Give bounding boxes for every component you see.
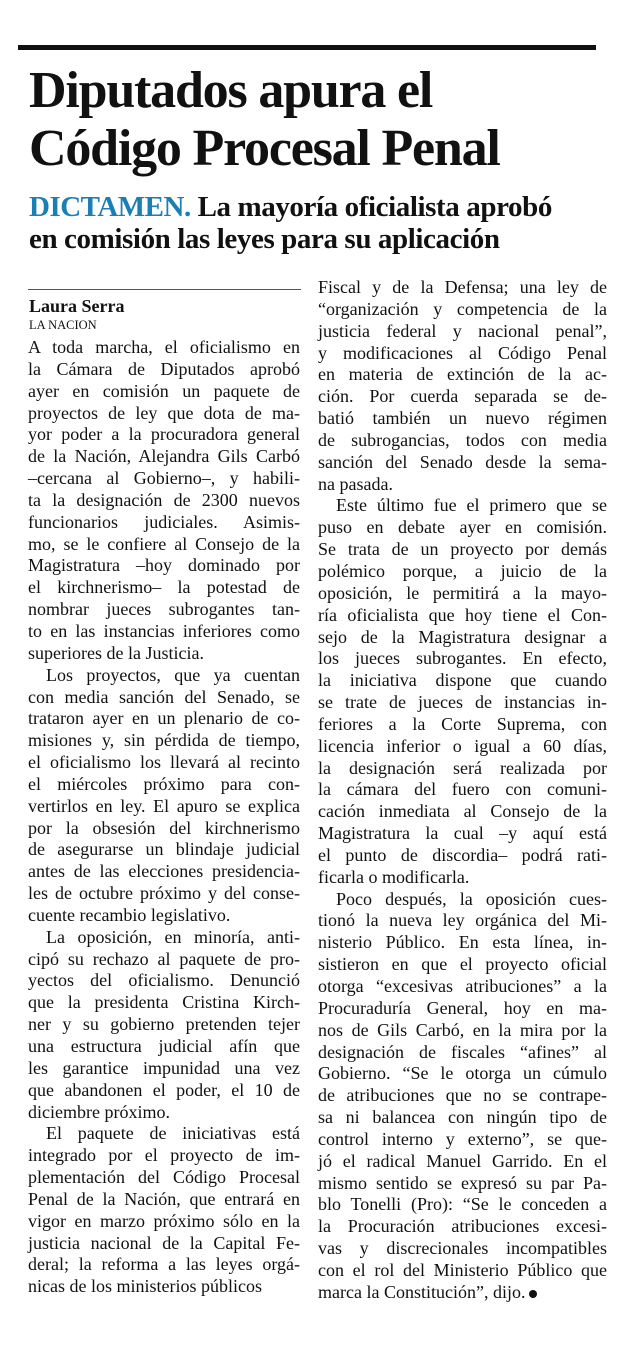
text-line: Penal de la Nación, que entrará en [28, 1188, 300, 1209]
text-line: A toda marcha, el oficialismo en [28, 337, 300, 357]
text-line: La oposición, en minoría, anti- [46, 926, 300, 947]
article-paragraph [28, 665, 300, 927]
text-line: oposición, le permitirá a la mayo- [318, 582, 607, 603]
text-line: batió también un nuevo régimen [318, 408, 607, 429]
text-line: funcionarios judiciales. Asimis- [28, 511, 300, 532]
text-line: licencia inferior o igual a 60 días, [318, 735, 607, 756]
text-line: Este último fue el primero que se [336, 495, 607, 516]
headline-line: Diputados apura el [29, 62, 433, 119]
article-paragraph [318, 889, 607, 1304]
text-line: Magistratura –hoy dominado por [28, 555, 300, 576]
article-paragraph [28, 1123, 300, 1298]
text-line: mismo sentido se expresó su par Pa- [318, 1172, 607, 1193]
text-line: Los proyectos, que ya cuentan [46, 664, 300, 685]
text-line: nos de Gils Carbó, en la mira por la [318, 1019, 607, 1040]
text-line: una estructura judicial afín que [28, 1036, 300, 1056]
byline-outlet: LA NACION [29, 318, 97, 332]
dek-line: en comisión las leyes para su aplicación [29, 223, 500, 255]
text-line: el miércoles próximo para con- [28, 773, 300, 794]
text-line: se trate de jueces de instancias in- [318, 692, 607, 713]
text-line: vertirlos en ley. El apuro se explica [28, 795, 300, 816]
text-line: ría oficialista que hoy tiene el Con- [318, 604, 607, 625]
text-line: el oficialismo los llevará al recinto [28, 752, 300, 773]
dek-text: La mayoría oficialista aprobó [190, 191, 552, 223]
text-line: el punto de discordia– podrá rati- [318, 844, 607, 865]
text-line: de subrogancias, todos con media [318, 429, 607, 450]
text-line: blo Tonelli (Pro): “Se le conceden a [318, 1194, 607, 1215]
text-line: que la presidenta Cristina Kirch- [28, 992, 300, 1013]
text-line: diciembre próximo. [28, 1101, 170, 1122]
text-line: proyectos de ley que dota de ma- [28, 402, 300, 423]
text-line: jó el radical Manuel Garrido. En el [318, 1150, 607, 1171]
text-line: la iniciativa dispone que cuando [318, 670, 607, 691]
text-line: mo, se le confiere al Consejo de la [28, 533, 300, 554]
dek-line [29, 191, 552, 223]
headline-line: Código Procesal Penal [29, 120, 500, 177]
text-line: nombrar jueces subrogantes tan- [28, 599, 300, 620]
text-line: feriores a la Corte Suprema, con [318, 713, 607, 734]
text-line: Poco después, la oposición cues- [336, 888, 607, 909]
article-paragraph [318, 495, 607, 888]
text-line: de la Nación, Alejandra Gils Carbó [28, 446, 300, 467]
text-line: la designación será realizada por [318, 757, 607, 778]
text-line: por la obsesión del kirchnerismo [28, 817, 300, 838]
text-line: otorga “excesivas atribuciones” a la [318, 976, 607, 996]
text-line: Se trata de un proyecto por demás [318, 539, 607, 560]
top-rule [18, 45, 596, 50]
text-line: en materia de extinción de la ac- [318, 364, 607, 385]
text-line: na pasada. [318, 473, 393, 494]
text-line: les garantice impunidad una vez [28, 1057, 300, 1078]
text-line: Fiscal y de la Defensa; una ley de [318, 277, 607, 297]
text-line: ner y su gobierno pretenden tejer [28, 1014, 300, 1035]
text-line: trataron ayer en un plenario de co- [28, 708, 300, 729]
end-of-article-bullet-icon [529, 1290, 537, 1298]
text-line: integrado por el proyecto de im- [28, 1145, 300, 1166]
text-line: polémico porque, a juicio de la [318, 560, 607, 581]
text-line: con el rol del Ministerio Público que [318, 1259, 607, 1280]
text-line: “organización y competencia de la [318, 298, 607, 319]
text-line: designación de fiscales “afines” al [318, 1041, 607, 1062]
text-line: superiores de la Justicia. [28, 642, 204, 663]
article-paragraph [28, 337, 300, 665]
text-line: los jueces subrogantes. En efecto, [318, 648, 607, 669]
text-line: el kirchnerismo– la potestad de [28, 577, 300, 598]
text-line: justicia nacional de la Capital Fe- [28, 1232, 300, 1253]
text-line: cipó su rechazo al paquete de pro- [28, 948, 300, 969]
text-line: nisterio Público. En esta línea, in- [318, 932, 607, 953]
text-line: ta la designación de 2300 nuevos [28, 489, 300, 510]
byline-author: Laura Serra [29, 296, 125, 316]
text-line: y modificaciones al Código Penal [318, 342, 607, 363]
text-line: Gobierno. “Se le otorga un cúmulo [318, 1063, 607, 1084]
article-paragraph [28, 927, 300, 1124]
text-line: la cámara del fuero con comuni- [318, 779, 607, 800]
text-line: El paquete de iniciativas está [46, 1123, 300, 1144]
text-line: de atribuciones que no se contrape- [318, 1085, 607, 1106]
text-line: misiones y, sin pérdida de tiempo, [28, 730, 300, 751]
text-line: Magistratura la cual –y aquí está [318, 823, 607, 844]
text-line: cación inmediata al Consejo de la [318, 801, 607, 822]
kicker: DICTAMEN. [29, 191, 191, 223]
text-line: –cercana al Gobierno–, y habili- [28, 468, 300, 489]
text-line: que abandonen el poder, el 10 de [28, 1079, 300, 1100]
text-line: la Cámara de Diputados aprobó [28, 358, 300, 379]
text-line: antes de las elecciones presidencia- [28, 861, 300, 882]
text-line: ción. Por cuerda separada se de- [318, 386, 607, 407]
text-line: sanción del Senado desde la sema- [318, 451, 607, 472]
text-line: sa ni balancea con ningún tipo de [318, 1107, 607, 1128]
text-line: to en las instancias inferiores como [28, 620, 300, 641]
text-line: justicia federal y nacional penal”, [318, 320, 607, 341]
text-line: cuente recambio legislativo. [28, 904, 231, 925]
text-line: sistieron en que el proyecto oficial [318, 954, 607, 975]
text-line: ayer en comisión un paquete de [28, 380, 300, 401]
text-line: les de octubre próximo y del conse- [28, 883, 300, 904]
text-line: vas y discrecionales incompatibles [318, 1238, 607, 1259]
headline [29, 62, 500, 178]
text-line: tionó la nueva ley orgánica del Mi- [318, 910, 607, 931]
text-line: yectos del oficialismo. Denunció [28, 970, 300, 991]
text-line: ficarla o modificarla. [318, 866, 470, 887]
text-line: marca la Constitución”, dijo. [318, 1282, 607, 1304]
text-line: de asegurarse un blindaje judicial [28, 839, 300, 860]
text-line: nicas de los ministerios públicos [28, 1276, 262, 1297]
text-line: control interno y externo”, se que- [318, 1128, 607, 1149]
subheadline [29, 191, 552, 255]
text-line: la Procuración atribuciones excesi- [318, 1216, 607, 1237]
text-line: sejo de la Magistratura designar a [318, 626, 607, 647]
article-column-2 [318, 277, 607, 1304]
text-line: con media sanción del Senado, se [28, 686, 300, 707]
article-paragraph [318, 277, 607, 495]
text-line: puso en debate ayer en comisión. [318, 517, 607, 538]
text-line: yor poder a la procuradora general [28, 424, 300, 445]
article-column-1 [28, 337, 300, 1298]
text-line: plementación del Código Procesal [28, 1167, 300, 1188]
text-line: deral; la reforma a las leyes orgá- [28, 1254, 300, 1275]
byline-rule [28, 289, 301, 290]
text-line: vigor en marzo próximo sólo en la [28, 1210, 300, 1231]
text-line: Procuraduría General, hoy en ma- [318, 997, 607, 1018]
